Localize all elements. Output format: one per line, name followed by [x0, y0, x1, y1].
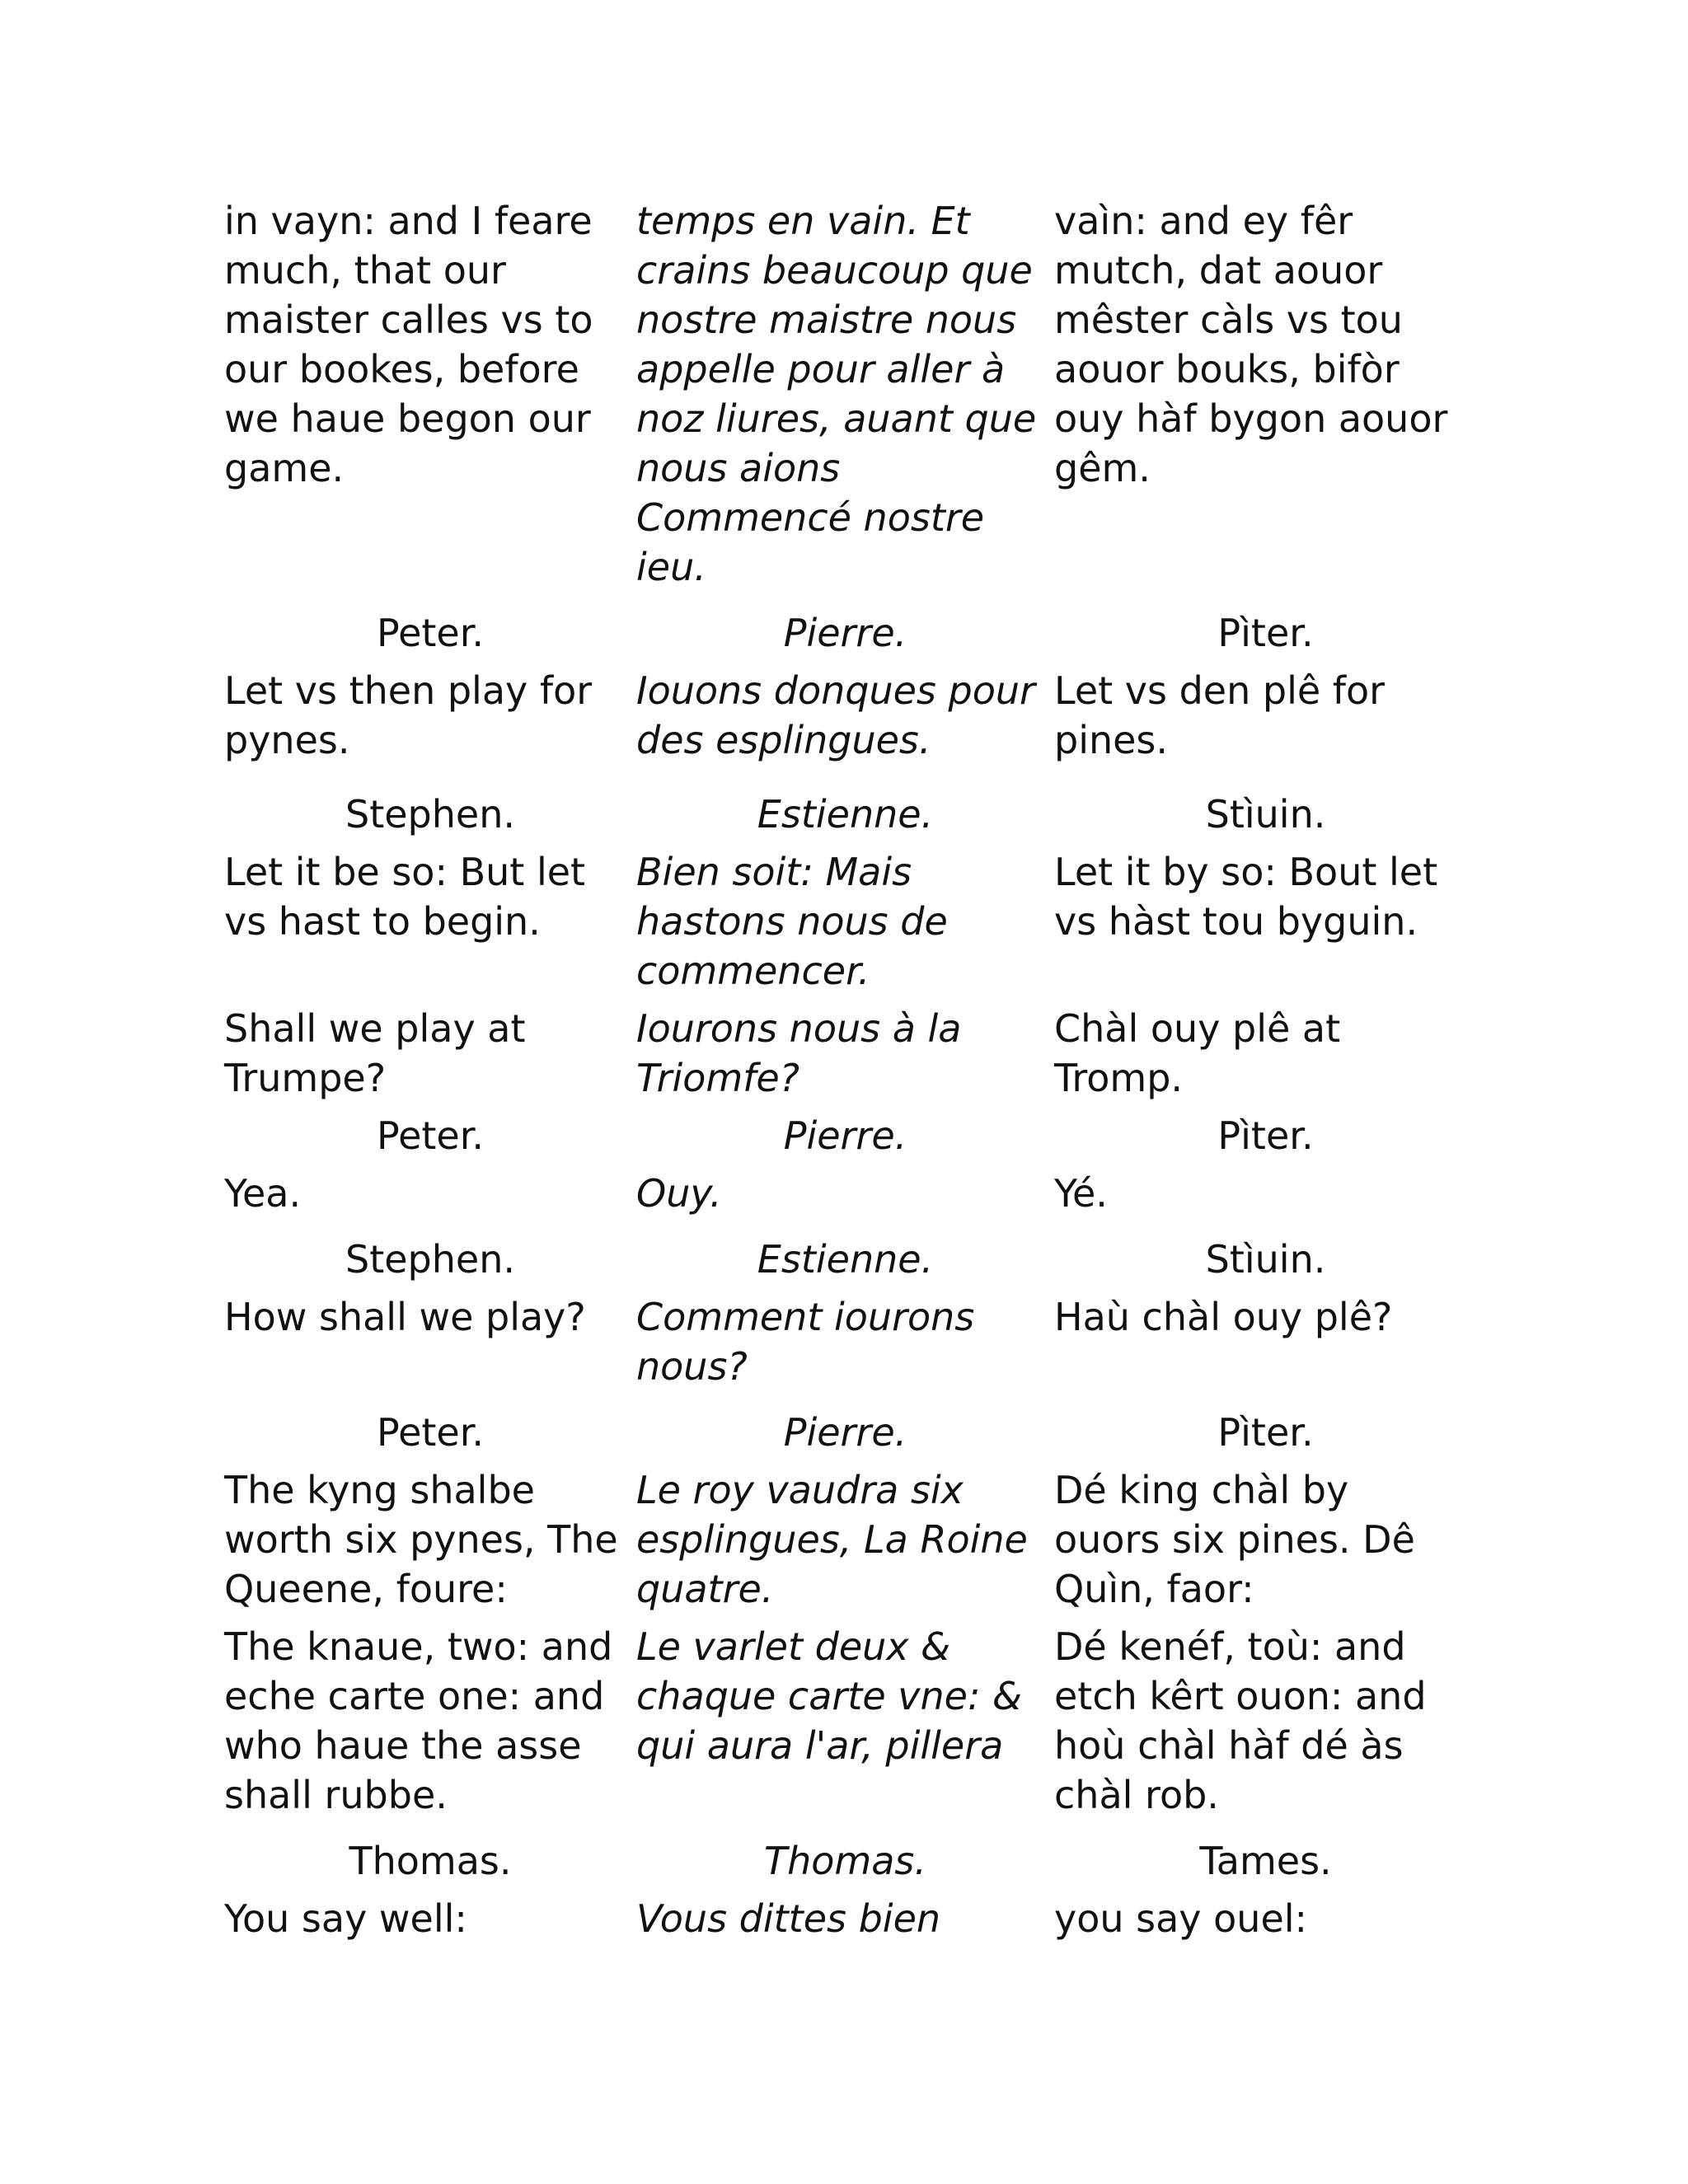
dialogue-line [224, 1622, 1477, 1820]
french-text: Le roy vaudra six esplingues, La Roine quatre. [636, 1468, 1028, 1611]
phonetic-speaker: Pìter. [1217, 1113, 1314, 1158]
dialogue-line [224, 1465, 1477, 1614]
french-speaker: Estienne. [757, 1237, 934, 1282]
english-speaker: Stephen. [345, 1237, 515, 1282]
phonetic-speaker: Pìter. [1217, 611, 1314, 655]
phonetic-speaker: Stìuin. [1205, 792, 1326, 837]
french-text: Comment iourons nous? [636, 1295, 975, 1389]
phonetic-text: Dé kenéf, toù: and etch kêrt ouon: and hoù chàl hàf dé às chàl rob. [1054, 1624, 1427, 1817]
english-text: Let it be so: But let vs hast to begin. [224, 850, 586, 944]
french-text: Ouy. [636, 1171, 722, 1216]
french-text: Iourons nous à la Triomfe? [636, 1006, 962, 1100]
english-text: The kyng shalbe worth six pynes, The Queene, foure: [224, 1468, 618, 1611]
dialogue-line [224, 847, 1477, 996]
english-speaker: Stephen. [345, 792, 515, 837]
phonetic-text: Haù chàl ouy plê? [1054, 1295, 1393, 1339]
speaker-heading [224, 790, 1477, 839]
english-text: Let vs then play for pynes. [224, 668, 593, 762]
english-text: You say well: [224, 1896, 467, 1941]
english-speaker: Peter. [376, 1113, 485, 1158]
dialogue-line [224, 1894, 1477, 1943]
phonetic-text: vaìn: and ey fêr mutch, dat aouor mêster càls vs tou aouor bouks, bifòr ouy hàf bygon aouor gêm. [1054, 199, 1448, 490]
english-text: in vayn: and I feare much, that our maister calles vs to our bookes, before we haue begon our game. [224, 199, 593, 490]
phonetic-text: Chàl ouy plê at Tromp. [1054, 1006, 1341, 1100]
dialogue-line [224, 666, 1477, 765]
speaker-heading [224, 1111, 1477, 1160]
dialogue-line [224, 1169, 1477, 1218]
french-speaker: Pierre. [783, 1410, 907, 1455]
english-speaker: Thomas. [349, 1839, 512, 1883]
french-text: temps en vain. Et crains beaucoup que nostre maistre nous appelle pour aller à noz liures, auant que nous aions Commencé nostre ieu. [636, 199, 1037, 589]
speaker-heading [224, 608, 1477, 658]
english-speaker: Peter. [376, 1410, 485, 1455]
phonetic-speaker: Tames. [1199, 1839, 1332, 1883]
french-speaker: Pierre. [783, 1113, 907, 1158]
dialogue-line [224, 1292, 1477, 1391]
phonetic-speaker: Stìuin. [1205, 1237, 1326, 1282]
trilingual-dialogue-page [224, 196, 1477, 1943]
french-speaker: Estienne. [757, 792, 934, 837]
english-speaker: Peter. [376, 611, 485, 655]
english-text: Yea. [224, 1171, 302, 1216]
phonetic-text: Let vs den plê for pines. [1054, 668, 1386, 762]
french-text: Iouons donques pour des esplingues. [636, 668, 1035, 762]
french-speaker: Thomas. [764, 1839, 926, 1883]
speaker-heading [224, 1408, 1477, 1457]
speaker-heading [224, 1836, 1477, 1886]
french-text: Le varlet deux & chaque carte vne: & qui aura l'ar, pillera [636, 1624, 1022, 1768]
speaker-heading [224, 1235, 1477, 1284]
french-speaker: Pierre. [783, 611, 907, 655]
english-text: Shall we play at Trumpe? [224, 1006, 526, 1100]
phonetic-text: Yé. [1054, 1171, 1108, 1216]
english-text: The knaue, two: and eche carte one: and who haue the asse shall rubbe. [224, 1624, 613, 1817]
dialogue-line [224, 196, 1477, 592]
phonetic-text: Let it by so: Bout let vs hàst tou byguin. [1054, 850, 1438, 944]
phonetic-text: Dé king chàl by ouors six pines. Dê Quìn, faor: [1054, 1468, 1415, 1611]
french-text: Vous dittes bien [636, 1896, 941, 1941]
phonetic-text: you say ouel: [1054, 1896, 1308, 1941]
phonetic-speaker: Pìter. [1217, 1410, 1314, 1455]
dialogue-line [224, 1004, 1477, 1103]
french-text: Bien soit: Mais hastons nous de commencer. [636, 850, 948, 993]
english-text: How shall we play? [224, 1295, 586, 1339]
